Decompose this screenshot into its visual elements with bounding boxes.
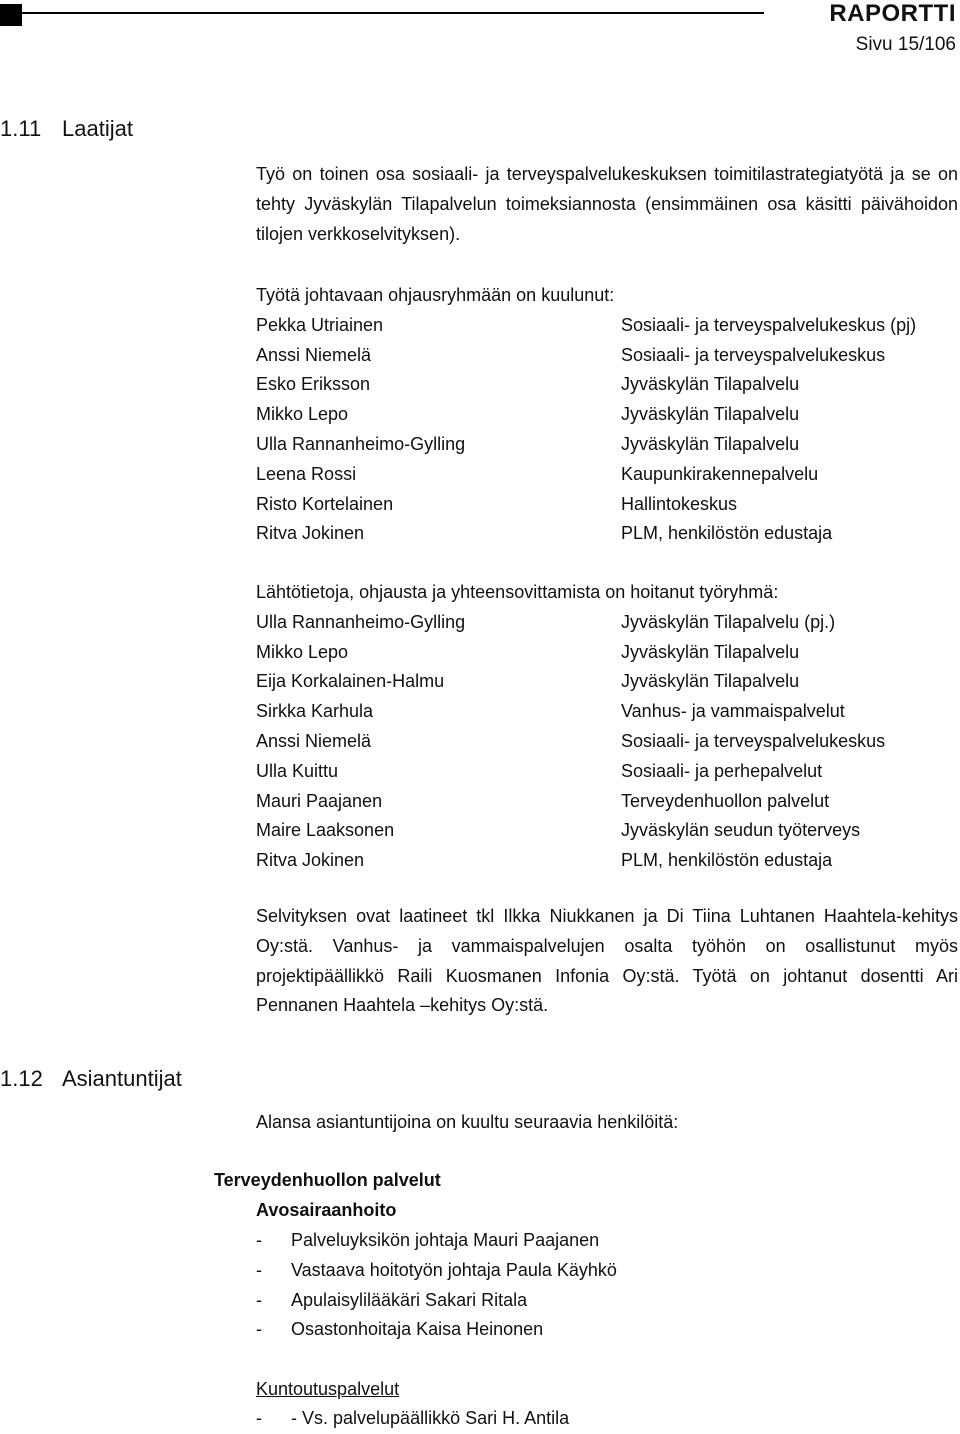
list-bullet: - — [256, 1259, 262, 1280]
working-list — [256, 608, 958, 876]
list-bullet: - — [256, 1289, 262, 1310]
member-row — [256, 816, 958, 846]
member-row — [256, 430, 958, 460]
intro-paragraph: Työ on toinen osa sosiaali- ja terveyspalvelukeskuksen toimitilastrategiatyötä ja se on tehty Jyväskylän Tilapalvelun toimeksiannosta (ensimmäinen osa käsitti päivähoidon tilojen verkkoselvityksen). — [256, 164, 958, 244]
member-organization: Jyväskylän seudun työterveys — [621, 820, 861, 841]
member-row — [256, 846, 958, 876]
page-number: Sivu 15/106 — [855, 34, 956, 55]
member-name: Anssi Niemelä — [256, 344, 372, 365]
section-heading-asiantuntijat — [0, 1066, 182, 1092]
header-rule — [22, 12, 764, 14]
member-row — [256, 727, 958, 757]
member-organization: Sosiaali- ja perhepalvelut — [621, 760, 823, 781]
category-heading: Terveydenhuollon palvelut — [214, 1170, 441, 1190]
member-row — [256, 638, 958, 668]
member-organization: Sosiaali- ja terveyspalvelukeskus — [621, 730, 886, 751]
member-organization: Kaupunkirakennepalvelu — [621, 463, 819, 484]
subcategory-kuntoutuspalvelut: Kuntoutuspalvelut — [256, 1379, 400, 1399]
member-organization: Terveydenhuollon palvelut — [621, 790, 830, 811]
section-number: 1.12 — [0, 1066, 43, 1091]
section-number: 1.11 — [0, 116, 42, 141]
list-item-text: - Vs. palvelupäällikkö Sari H. Antila — [291, 1408, 570, 1428]
subcategory-avosairaanhoito: Avosairaanhoito — [256, 1200, 397, 1220]
member-organization: Jyväskylän Tilapalvelu — [621, 671, 800, 692]
member-row — [256, 490, 958, 520]
member-name: Mikko Lepo — [256, 404, 349, 425]
member-row — [256, 311, 958, 341]
member-row — [256, 341, 958, 371]
member-name: Ritva Jokinen — [256, 523, 365, 544]
closing-paragraph: Selvityksen ovat laatineet tkl Ilkka Niukkanen ja Di Tiina Luhtanen Haahtela-kehitys Oy:stä. Vanhus- ja vammaispalvelujen osalta työhön on osallistunut myös projektipäällikkö Raili Kuosmanen Infonia Oy:stä. Työtä on johtanut dosentti Ari Pennanen Haahtela –kehitys Oy:stä. — [256, 906, 958, 1016]
working-heading: Lähtötietoja, ohjausta ja yhteensovittamista on hoitanut työryhmä: — [256, 582, 779, 602]
member-name: Mauri Paajanen — [256, 790, 383, 811]
steering-list — [256, 311, 958, 549]
member-name: Maire Laaksonen — [256, 820, 395, 841]
member-row — [256, 757, 958, 787]
member-name: Risto Kortelainen — [256, 493, 394, 514]
member-organization: Jyväskylän Tilapalvelu — [621, 433, 800, 454]
member-name: Ulla Rannanheimo-Gylling — [256, 433, 466, 454]
member-name: Leena Rossi — [256, 463, 357, 484]
list-bullet: - — [256, 1319, 262, 1340]
member-name: Sirkka Karhula — [256, 701, 374, 722]
member-organization: Sosiaali- ja terveyspalvelukeskus — [621, 344, 886, 365]
member-row — [256, 787, 958, 817]
member-row — [256, 697, 958, 727]
member-organization: Sosiaali- ja terveyspalvelukeskus (pj) — [621, 314, 917, 335]
member-name: Ritva Jokinen — [256, 850, 365, 871]
member-row — [256, 667, 958, 697]
list-item-text: Palveluyksikön johtaja Mauri Paajanen — [291, 1230, 600, 1250]
member-row — [256, 460, 958, 490]
list-bullet: - — [256, 1230, 262, 1250]
member-organization: PLM, henkilöstön edustaja — [621, 850, 833, 871]
member-organization: Jyväskylän Tilapalvelu — [621, 404, 800, 425]
member-organization: Jyväskylän Tilapalvelu (pj.) — [621, 611, 836, 632]
member-organization: Jyväskylän Tilapalvelu — [621, 641, 800, 662]
member-row — [256, 400, 958, 430]
report-title: RAPORTTI — [829, 0, 956, 27]
section-title: Laatijat — [62, 116, 133, 141]
experts-intro: Alansa asiantuntijoina on kuultu seuraavia henkilöitä: — [256, 1112, 679, 1132]
steering-group — [256, 281, 958, 549]
member-row — [256, 519, 958, 549]
member-organization: PLM, henkilöstön edustaja — [621, 523, 833, 544]
section-heading-laatijat — [0, 116, 133, 142]
list-item-text: Osastonhoitaja Kaisa Heinonen — [291, 1319, 544, 1340]
section-title: Asiantuntijat — [62, 1066, 182, 1091]
header-mark — [0, 4, 22, 26]
member-name: Esko Eriksson — [256, 374, 371, 395]
member-name: Pekka Utriainen — [256, 314, 384, 335]
member-name: Eija Korkalainen-Halmu — [256, 671, 445, 692]
member-organization: Hallintokeskus — [621, 493, 738, 514]
member-name: Ulla Rannanheimo-Gylling — [256, 611, 466, 632]
member-organization: Jyväskylän Tilapalvelu — [621, 374, 800, 395]
member-organization: Vanhus- ja vammaispalvelut — [621, 701, 845, 722]
member-name: Ulla Kuittu — [256, 760, 339, 781]
member-name: Anssi Niemelä — [256, 730, 372, 751]
member-row — [256, 370, 958, 400]
list-bullet: - — [256, 1408, 262, 1428]
steering-heading: Työtä johtavaan ohjausryhmään on kuulunut: — [256, 285, 615, 305]
working-group — [256, 578, 958, 876]
member-row — [256, 608, 958, 638]
member-name: Mikko Lepo — [256, 641, 349, 662]
list-item-text: Apulaisylilääkäri Sakari Ritala — [291, 1289, 528, 1310]
list-item-text: Vastaava hoitotyön johtaja Paula Käyhkö — [291, 1259, 617, 1280]
